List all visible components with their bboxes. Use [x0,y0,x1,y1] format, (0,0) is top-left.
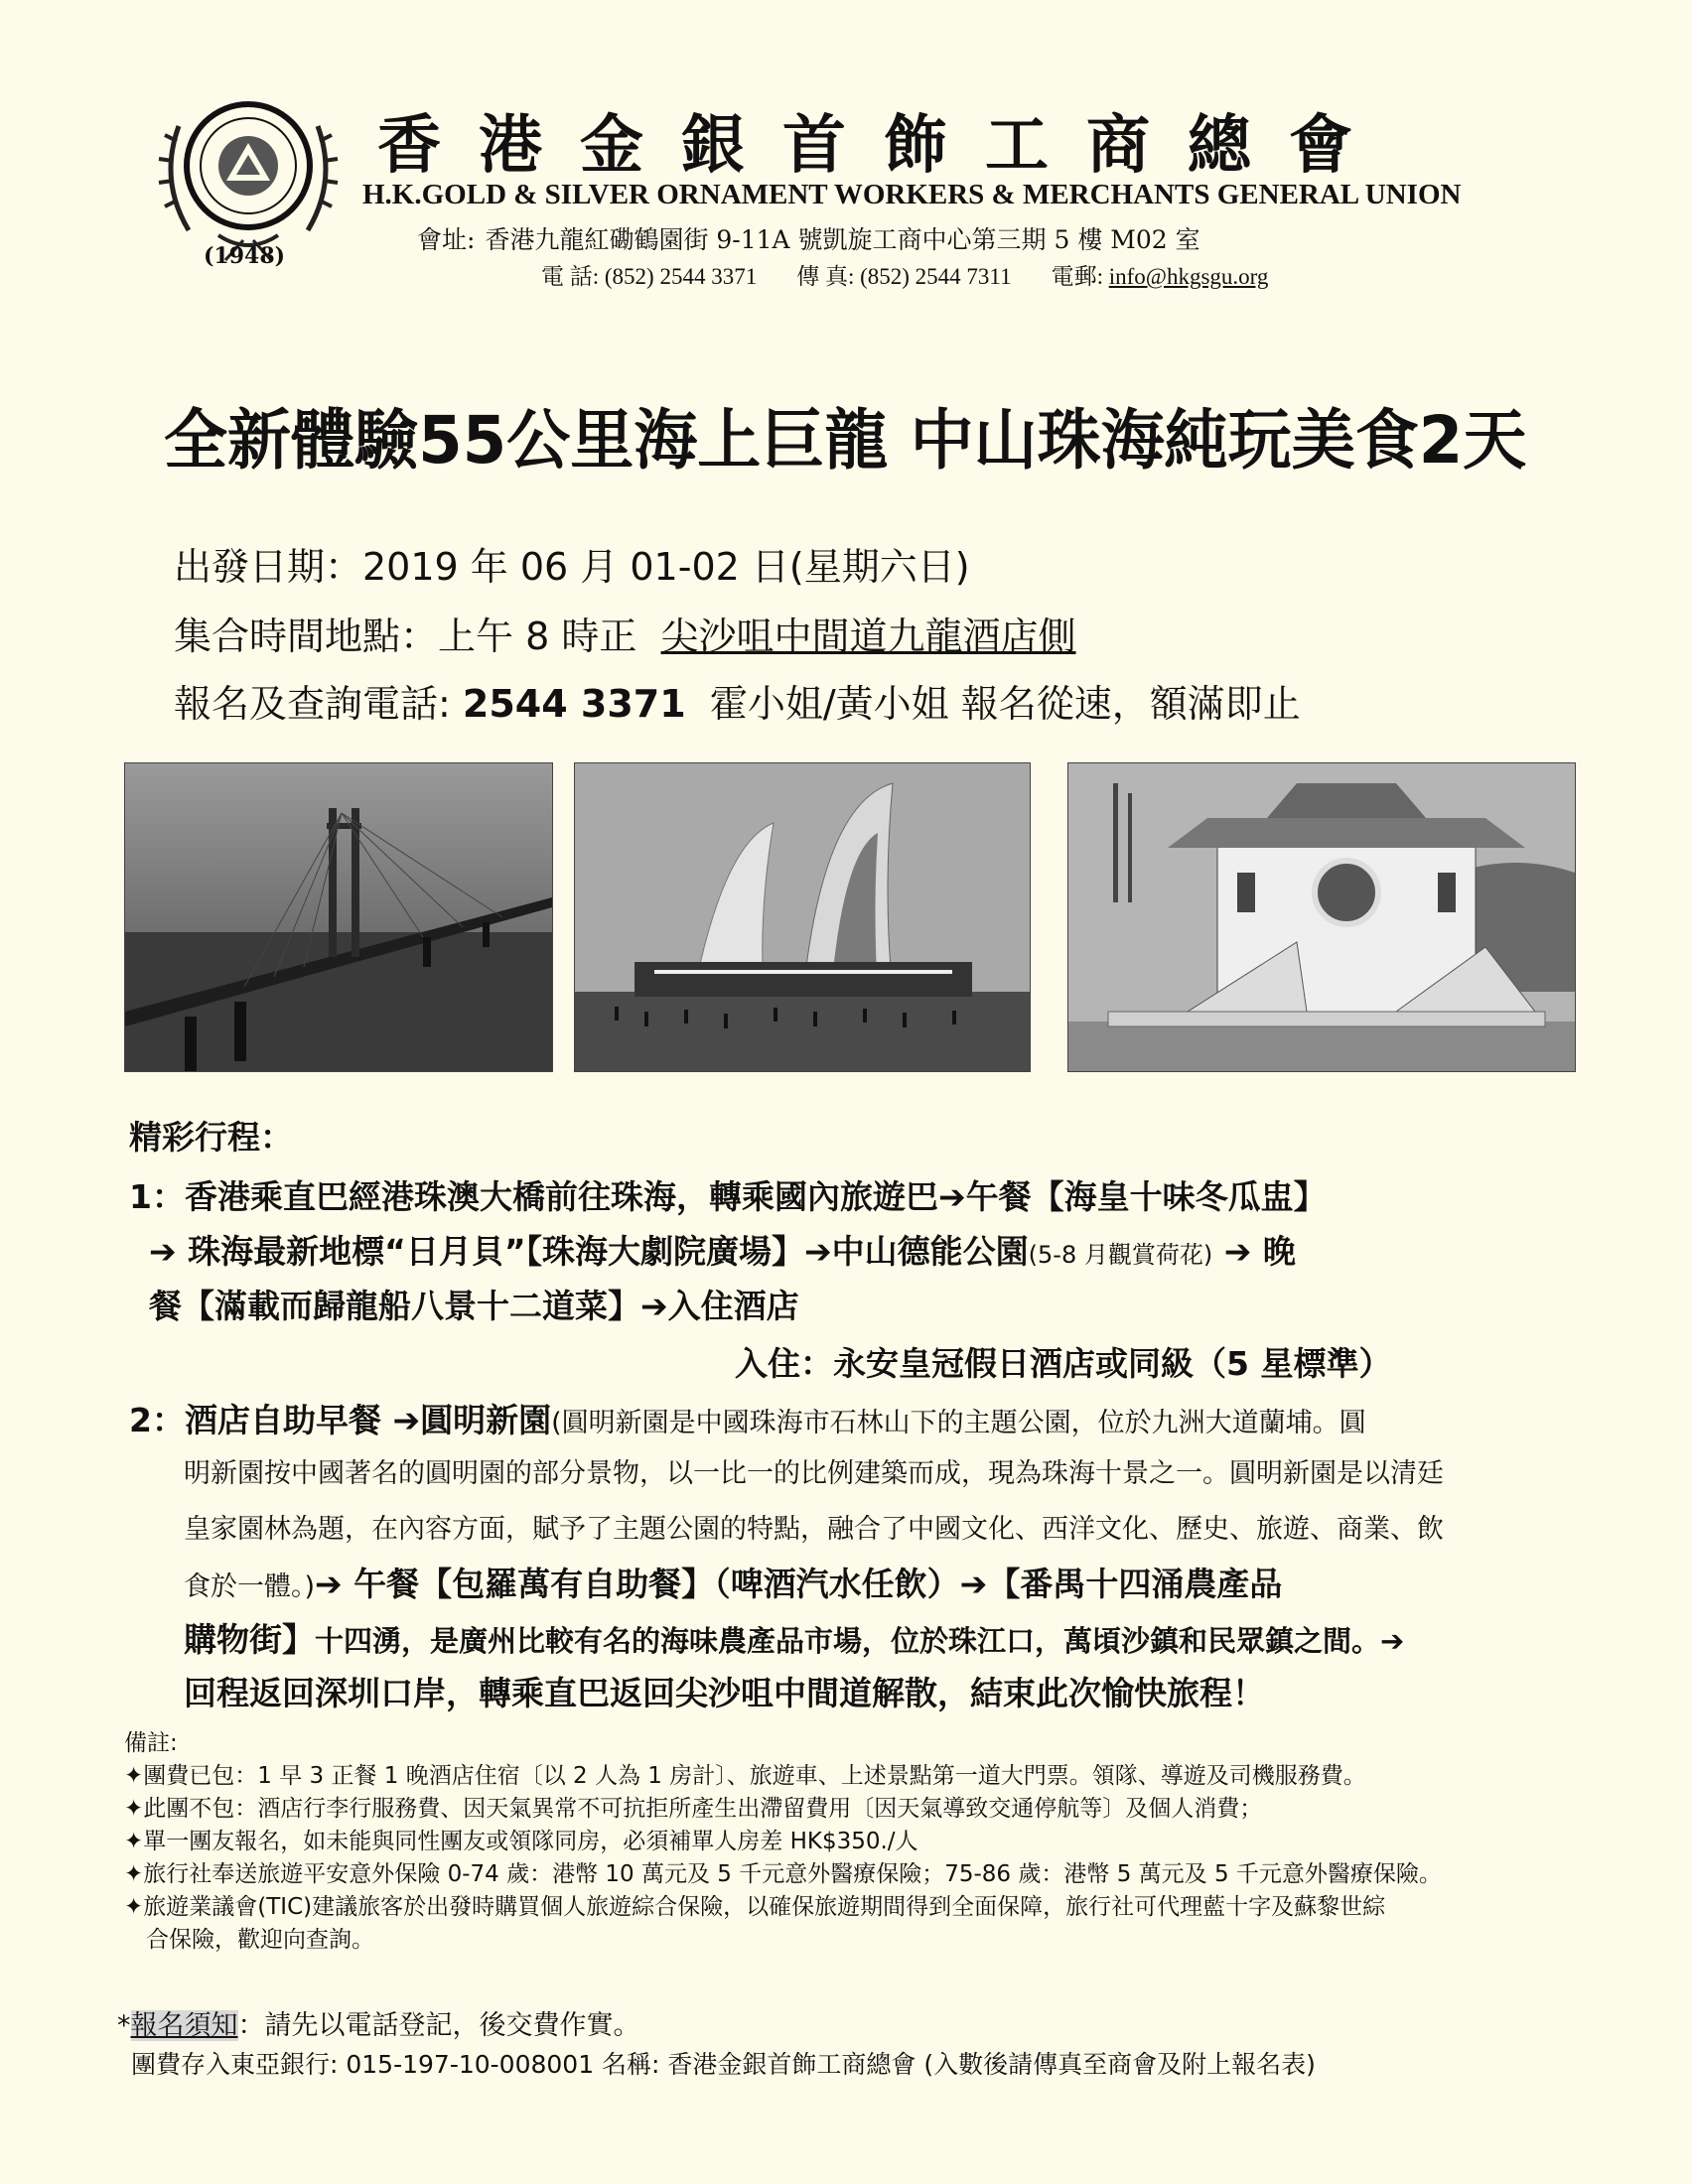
day2-line-4 [184,1559,1282,1605]
meeting-label: 集合時間地點：上午 8 時正 [174,614,637,658]
registration-notice [117,2003,640,2042]
address-label: 會址: [417,225,476,254]
grand-theatre-photo [574,762,1031,1072]
address-text: 香港九龍紅磡鶴園街 9-11A 號凱旋工商中心第三期 5 樓 M02 室 [485,225,1200,254]
registration-label: 報名須知 [130,2010,238,2041]
palace-photo [1067,762,1576,1072]
day1-line-2 [149,1226,1296,1273]
enquiry-info [174,673,1301,728]
day1-line-1: 1：香港乘直巴經港珠澳大橋前往珠海，轉乘國內旅遊巴➔午餐【海皇十味冬瓜盅】 [129,1177,1327,1216]
tel-text: 電 話: (852) 2544 3371 [541,264,758,289]
tour-title: 全新體驗55公里海上巨龍 中山珠海純玩美食2天 [164,402,1527,478]
bridge-photo [124,762,553,1072]
enquiry-label: 報名及查詢電話: [174,682,451,726]
departure-date: 出發日期：2019 年 06 月 01-02 日(星期六日) [174,545,970,589]
email-link[interactable]: info@hkgsgu.org [1108,264,1269,289]
bank-info: 團費存入東亞銀行: 015-197-10-008001 名稱: 香港金銀首飾工商總會 (入數後請傳真至商會及附上報名表) [131,2050,1316,2079]
note-item: ✦此團不包：酒店行李行服務費、因天氣異常不可抗拒所產生出滯留費用〔因天氣導致交通停航等〕及個人消費； [124,1796,1263,1822]
note-item: ✦單一團友報名，如未能與同性團友或領隊同房，必須補單人房差 HK$350./人 [124,1829,918,1854]
registration-text: ：請先以電話登記，後交費作實。 [237,2010,640,2041]
day2-line-6: 回程返回深圳口岸，轉乘直巴返回尖沙咀中間道解散，結束此次愉快旅程！ [184,1674,1265,1712]
notes-heading: 備註: [124,1730,178,1756]
registration-star: * [117,2010,131,2041]
day2-line-4-start: 食於一體。) [184,1571,316,1602]
day2-line-1-main: 2：酒店自助早餐 ➔圓明新園 [129,1401,552,1439]
union-address [417,220,1210,256]
fax-text: 傳 真: (852) 2544 7311 [796,264,1012,289]
enquiry-contacts: 霍小姐/黃小姐 報名從速，額滿即止 [709,682,1301,726]
itinerary-heading: 精彩行程： [129,1118,293,1157]
day1-line-2-main: ➔ 珠海最新地標“日月貝”【珠海大劇院廣場】➔中山德能公園 [149,1232,1029,1271]
day1-line-3: 餐【滿載而歸龍船八景十二道菜】➔入住酒店 [149,1287,799,1325]
union-name-chinese: 香港金銀首飾工商總會 [377,108,1390,183]
meeting-place: 尖沙咀中間道九龍酒店側 [660,614,1076,658]
note-item: ✦旅遊業議會(TIC)建議旅客於出發時購買個人旅遊綜合保險，以確保旅遊期間得到全面保障，旅行社可代理藍十字及蘇黎世綜 [124,1894,1386,1920]
day2-line-4-main: ➔ 午餐【包羅萬有自助餐】（啤酒汽水任飲）➔【番禺十四涌農產品 [315,1565,1283,1603]
day2-line-2: 明新園按中國著名的圓明園的部分景物，以一比一的比例建築而成，現為珠海十景之一。圓明新園是以清廷 [184,1458,1444,1489]
meeting-info [174,606,1076,660]
notes-section [124,1727,1442,1957]
day2-line-3: 皇家園林為題，在內容方面，賦予了主題公園的特點，融合了中國文化、西洋文化、歷史、旅遊、商業、飲 [184,1514,1444,1545]
email-label: 電郵: [1051,264,1103,289]
day2-line-5 [184,1614,1404,1661]
day2-line-1-desc: (圓明新園是中國珠海市石林山下的主題公園，位於九洲大道蘭埔。圓 [551,1408,1366,1438]
day1-hotel: 入住：永安皇冠假日酒店或同級（5 星標準） [735,1344,1392,1383]
enquiry-phone: 2544 3371 [462,682,686,726]
note-item: ✦旅行社奉送旅遊平安意外保險 0-74 歲：港幣 10 萬元及 5 千元意外醫療保險；75-86 歲：港幣 5 萬元及 5 千元意外醫療保險。 [124,1861,1442,1887]
union-contact [541,258,1268,291]
day2-line-5-start: 購物街】 [184,1620,315,1659]
seal-year: (1948) [204,243,286,269]
day1-line-2-end: ➔ 晚 [1212,1232,1296,1271]
note-item: ✦團費已包：1 早 3 正餐 1 晚酒店住宿〔以 2 人為 1 房計〕、旅遊車、上述景點第一道大門票。領隊、導遊及司機服務費。 [124,1763,1366,1789]
day2-line-5-main: 十四湧，是廣州比較有名的海味農產品市場，位於珠江口，萬頃沙鎮和民眾鎮之間。➔ [315,1624,1405,1658]
union-name-english: H.K.GOLD & SILVER ORNAMENT WORKERS & MERCHANTS GENERAL UNION [362,179,1462,210]
day2-line-1 [129,1395,1366,1441]
union-seal-logo [149,71,348,270]
note-item-continuation: 合保險，歡迎向查詢。 [146,1927,374,1953]
lotus-note: (5-8 月觀賞荷花) [1028,1241,1213,1269]
